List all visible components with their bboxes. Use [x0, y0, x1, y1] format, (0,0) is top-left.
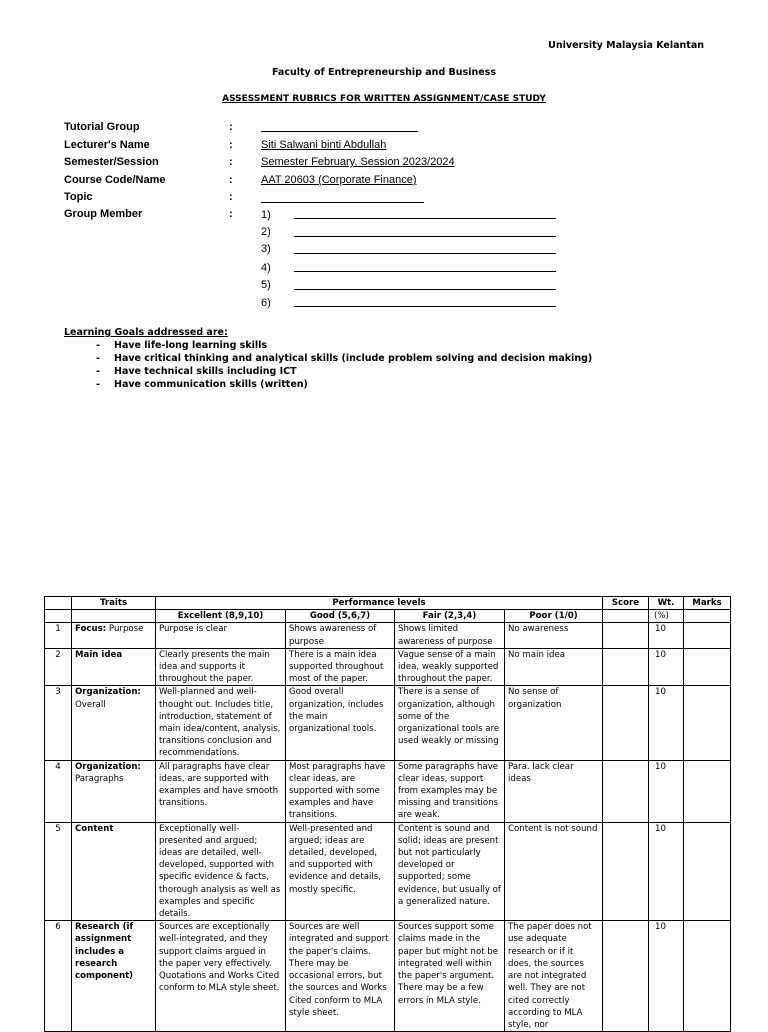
score-cell[interactable]: [603, 623, 649, 648]
fair-cell: There is a sense of organization, although some of the organizational tools are used weakly or missing: [395, 686, 505, 760]
poor-cell: No awareness: [505, 623, 603, 648]
row-number: 3: [45, 686, 72, 760]
subheader-empty-cell: [72, 610, 156, 623]
course-label: Course Code/Name: [64, 174, 166, 186]
rubric-header-row: [45, 597, 731, 610]
trait-cell: [72, 760, 156, 822]
subheader-empty-cell: [45, 610, 72, 623]
member-blank-line[interactable]: [294, 279, 556, 290]
fair-cell: Sources support some claims made in the paper but might not be integrated well within the paper's argument. There may be a few errors in MLA style.: [395, 921, 505, 1032]
trait-name: Content: [75, 823, 114, 834]
header-wt: Wt.: [649, 597, 684, 610]
weight-cell: 10: [649, 623, 684, 648]
group-member-colon: :: [229, 208, 233, 220]
rubric-subheader-row: [45, 610, 731, 623]
row-number: 1: [45, 623, 72, 648]
poor-cell: No main idea: [505, 648, 603, 686]
trait-detail: Purpose: [106, 624, 144, 635]
weight-cell: 10: [649, 648, 684, 686]
row-number: 4: [45, 760, 72, 822]
excellent-cell: Purpose is clear: [156, 623, 286, 648]
weight-cell: 10: [649, 921, 684, 1032]
header-poor: Poor (1/0): [505, 610, 603, 623]
trait-cell: [72, 623, 156, 648]
score-cell[interactable]: [603, 822, 649, 921]
member-number: 4): [261, 262, 271, 274]
header-score: Score: [603, 597, 649, 610]
trait-detail: Paragraphs: [75, 773, 124, 784]
subheader-empty-cell: [603, 610, 649, 623]
score-cell[interactable]: [603, 686, 649, 760]
tutorial-group-label: Tutorial Group: [64, 121, 140, 133]
excellent-cell: Well-planned and well-thought out. Includes title, introduction, statement of main idea/content, analysis, transitions conclusion and recommendations.: [156, 686, 286, 760]
trait-name: Organization:: [75, 761, 141, 772]
good-cell: Shows awareness of purpose: [286, 623, 395, 648]
rubric-row: [45, 648, 731, 686]
header-good: Good (5,6,7): [286, 610, 395, 623]
poor-cell: Content is not sound: [505, 822, 603, 921]
lecturer-label: Lecturer's Name: [64, 139, 150, 151]
trait-cell: [72, 686, 156, 760]
weight-cell: 10: [649, 686, 684, 760]
tutorial-group-blank-line: [261, 121, 418, 132]
weight-cell: 10: [649, 760, 684, 822]
member-number: 5): [261, 279, 271, 291]
trait-name: Organization:: [75, 687, 141, 698]
marks-cell[interactable]: [684, 921, 731, 1032]
rubric-row: [45, 686, 731, 760]
header-excellent: Excellent (8,9,10): [156, 610, 286, 623]
header-performance-levels: Performance levels: [156, 597, 603, 610]
trait-cell: [72, 822, 156, 921]
good-cell: Most paragraphs have clear ideas, are supported with some examples and have transitions.: [286, 760, 395, 822]
member-blank-line[interactable]: [294, 208, 556, 219]
member-number: 2): [261, 226, 271, 238]
good-cell: Good overall organization, includes the main organizational tools.: [286, 686, 395, 760]
header-num-cell: [45, 597, 72, 610]
semester-colon: :: [229, 156, 233, 168]
semester-label: Semester/Session: [64, 156, 159, 168]
rubric-row: [45, 760, 731, 822]
header-wt-unit: (%): [649, 610, 684, 623]
excellent-cell: Clearly presents the main idea and supports it throughout the paper.: [156, 648, 286, 686]
score-cell[interactable]: [603, 921, 649, 1032]
score-cell[interactable]: [603, 648, 649, 686]
marks-cell[interactable]: [684, 686, 731, 760]
university-name: University Malaysia Kelantan: [548, 40, 704, 51]
course-colon: :: [229, 174, 233, 186]
row-number: 6: [45, 921, 72, 1032]
rubric-row: [45, 623, 731, 648]
fair-cell: Vague sense of a main idea, weakly supported throughout the paper.: [395, 648, 505, 686]
topic-label: Topic: [64, 191, 93, 203]
subheader-empty-cell: [684, 610, 731, 623]
score-cell[interactable]: [603, 760, 649, 822]
row-number: 2: [45, 648, 72, 686]
trait-name: Research (if assignment includes a research component): [75, 922, 134, 982]
trait-name: Focus:: [75, 624, 107, 635]
document-title: ASSESSMENT RUBRICS FOR WRITTEN ASSIGNMENT/CASE STUDY: [222, 94, 546, 104]
learning-goal-item: - Have critical thinking and analytical skills (include problem solving and decision making): [96, 353, 593, 364]
member-number: 3): [261, 243, 271, 255]
learning-goal-item: - Have life-long learning skills: [96, 340, 268, 351]
header-traits: Traits: [72, 597, 156, 610]
fair-cell: Shows limited awareness of purpose: [395, 623, 505, 648]
member-number: 1): [261, 209, 271, 221]
good-cell: Sources are well integrated and support the paper's claims. There may be occasional errors, but the sources and Works Cited conform to MLA style sheet.: [286, 921, 395, 1032]
member-number: 6): [261, 297, 271, 309]
member-blank-line[interactable]: [294, 261, 556, 272]
good-cell: There is a main idea supported throughout most of the paper.: [286, 648, 395, 686]
rubric-row: [45, 921, 731, 1032]
excellent-cell: Exceptionally well-presented and argued; ideas are detailed, well-developed, supported with specific evidence & facts, thorough analysis as well as examples and specific details.: [156, 822, 286, 921]
rubric-table: [44, 596, 731, 1032]
poor-cell: Para. lack clear ideas: [505, 760, 603, 822]
excellent-cell: Sources are exceptionally well-integrated, and they support claims argued in the paper very effectively. Quotations and Works Cited conform to MLA style sheet.: [156, 921, 286, 1032]
rubric-row: [45, 822, 731, 921]
header-marks: Marks: [684, 597, 731, 610]
header-fair: Fair (2,3,4): [395, 610, 505, 623]
topic-colon: :: [229, 191, 233, 203]
excellent-cell: All paragraphs have clear ideas, are supported with examples and have smooth transitions.: [156, 760, 286, 822]
learning-goal-item: - Have technical skills including ICT: [96, 366, 297, 377]
trait-detail: Overall: [75, 699, 106, 710]
good-cell: Well-presented and argued; ideas are detailed, developed, and supported with evidence and details, mostly specific.: [286, 822, 395, 921]
member-blank-line[interactable]: [294, 243, 556, 254]
row-number: 5: [45, 822, 72, 921]
trait-name: Main idea: [75, 649, 123, 660]
marks-cell[interactable]: [684, 648, 731, 686]
member-blank-line[interactable]: [294, 296, 556, 307]
fair-cell: Content is sound and solid; ideas are present but not particularly developed or supported; some evidence, but usually of a generalized nature.: [395, 822, 505, 921]
marks-cell[interactable]: [684, 822, 731, 921]
member-blank-line[interactable]: [294, 226, 556, 237]
trait-cell: [72, 648, 156, 686]
marks-cell[interactable]: [684, 623, 731, 648]
faculty-name: Faculty of Entrepreneurship and Business: [271, 67, 496, 78]
topic-blank-line: [261, 192, 424, 203]
lecturer-value: Siti Salwani binti Abdullah: [261, 139, 387, 151]
group-member-label: Group Member: [64, 208, 143, 220]
trait-cell: [72, 921, 156, 1032]
semester-value: Semester February, Session 2023/2024: [261, 156, 455, 168]
marks-cell[interactable]: [684, 760, 731, 822]
lecturer-colon: :: [229, 139, 233, 151]
learning-goal-item: - Have communication skills (written): [96, 379, 308, 390]
learning-goals-title: Learning Goals addressed are:: [64, 327, 228, 338]
poor-cell: No sense of organization: [505, 686, 603, 760]
weight-cell: 10: [649, 822, 684, 921]
course-value: AAT 20603 (Corporate Finance): [261, 174, 417, 186]
tutorial-group-colon: :: [229, 121, 233, 133]
poor-cell: The paper does not use adequate research or if it does, the sources are not integrated well. They are not cited correctly according to MLA style, nor: [505, 921, 603, 1032]
fair-cell: Some paragraphs have clear ideas, support from examples may be missing and transitions are weak.: [395, 760, 505, 822]
